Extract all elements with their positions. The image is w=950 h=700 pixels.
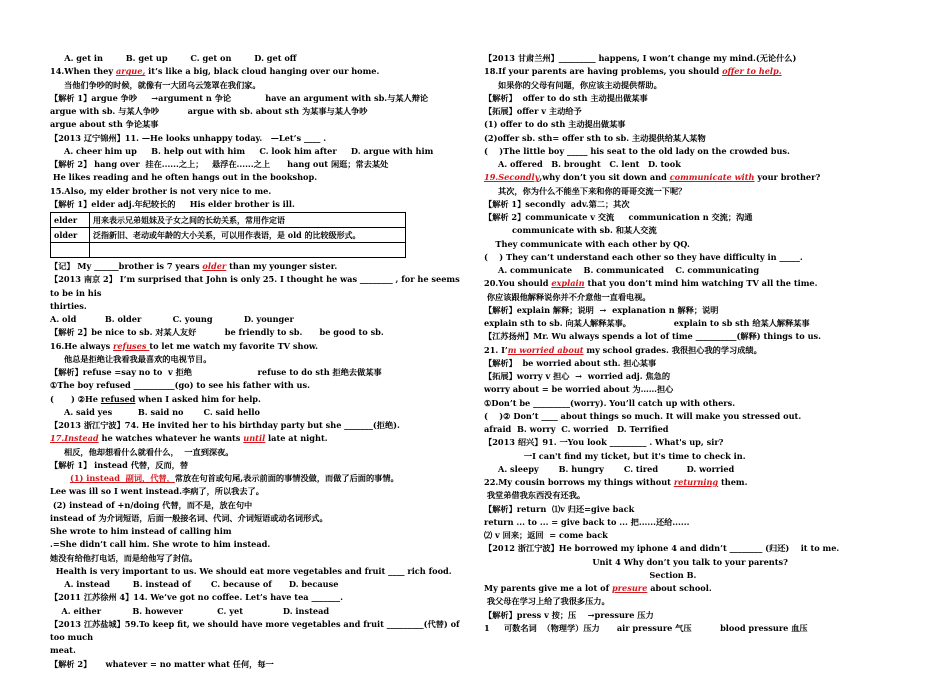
text-line: A. said yes B. said no C. said hello [64,406,260,417]
text-line: A. sleepy B. hungry C. tired D. worried [498,463,735,474]
text-line [50,432,468,445]
text-line [50,340,468,353]
text-line: A. cheer him up B. help out with him C. look him after D. argue with him [64,145,434,156]
text-line: 【2013 浙江宁波】74. He invited her to his birthday party but she _______(拒绝). [50,420,400,430]
text-span: than my younger sister. [226,261,338,271]
text-line [484,344,904,357]
text-line: 【解析】 be worried about sth. 担心某事 [484,357,657,368]
text-span: them. [718,477,748,487]
text-line: 【解析 1】 instead 代替，反而，替 [50,459,189,470]
text-line: 【2013 南京 2】 I’m surprised that John is only 25. I thought he was ________ , for he seems to be in his [50,274,460,298]
text-span: 20.You should [484,278,552,289]
table-cell [90,243,406,258]
text-line: Health is very important to us. We should eat more vegetables and fruit ____ rich food. [50,565,452,576]
text-line: 【解析 1】elder adj.年纪较长的 His elder brother is ill. [50,198,295,209]
elder-older-table [50,212,406,258]
text-span: ( ) ②He [50,393,101,404]
text-span: to let me watch my favorite TV show. [149,340,318,351]
text-span: your brother? [754,172,821,183]
text-line [50,393,468,406]
text-span: 16.He always [50,340,114,351]
text-line: 【2012 浙江宁波】He borrowed my iphone 4 and didn’t ________ (归还) it to me. [484,543,840,554]
table-cell: older [51,228,90,243]
text-line: 【拓展】worry v 担心 → worried adj. 焦急的 [484,371,671,381]
table-row [51,243,406,258]
text-line: 【解析 1】argue 争吵 →argument n 争论 have an argument with sb.与某人辩论 [50,92,429,103]
text-line: explain sth to sb. 向某人解释某事。 explain to sb sth 给某人解释某事 [484,318,810,328]
text-line: 相反，他却想看什么就看什么， 一直到深夜。 [64,446,234,457]
text-line: 1 可数名词 （物理学）压力 air pressure 气压 blood pressure 血压 [484,622,808,633]
text-line: ( )The little boy _____ his seat to the old lady on the crowded bus. [484,145,790,156]
text-line: Section B. [484,569,697,580]
text-line: Unit 4 Why don’t you talk to your parents? [484,556,788,567]
text-line: A. offered B. brought C. lent D. took [498,159,681,169]
text-span: when I asked him for help. [135,393,261,404]
text-line: instead of 为介词短语，后面一般接名词、代词、介词短语或动名词形式。 [50,512,328,523]
text-line: 【2011 江苏徐州 4】14. We’ve got no coffee. Let’s have tea _______. [50,592,343,603]
text-span: 14.When they [50,66,116,77]
text-line: 【解析】 offer to do sth 主动提出做某事 [484,92,648,103]
text-line: return ... to ... = give back to ... 把......还给...... [484,516,690,527]
text-line: 一I can't find my ticket, but it's time to check in. [484,450,746,461]
text-line: ( ) They can’t understand each other so they have difficulty in _____. [484,251,803,262]
text-line [484,171,904,184]
left-column [50,52,468,671]
text-line: 【解析 2】be nice to sb. 对某人友好 be friendly to sb. be good to sb. [50,327,384,338]
text-line: 她没有给他打电话，而是给他写了封信。 [50,552,198,563]
highlighted-phrase: 17.Instead [50,433,99,444]
text-span: he watches whatever he wants [98,433,244,444]
highlighted-phrase: older [202,261,227,271]
text-span: 18.If your parents are having problems, you should [484,66,723,77]
text-line: 【解析 1】secondly adv.第二；其次 [484,198,630,209]
text-line [50,472,468,485]
text-span: 21. I’ [484,344,508,355]
text-line: 【解析】return ⑴v 归还=give back [484,503,635,514]
text-line: A. old B. older C. young D. younger [50,314,294,324]
text-line: ⑵ v 回来；返回 = come back [484,530,608,540]
text-line: 【解析 2】 whatever = no matter what 任何，每一 [50,658,274,669]
highlighted-phrase: m worried about [507,344,584,355]
text-line: 【拓展】offer v 主动给予 [484,106,582,116]
highlighted-phrase: (1) instead 副词，代替， [69,473,175,483]
text-line: 如果你的父母有问题，你应该主动提供帮助。 [498,79,662,90]
text-span: 常放在句首或句尾,表示前面的事情没做，而做了后面的事情。 [174,473,399,483]
text-line: argue with sb. 与某人争吵 argue with sb. about sth 为某事与某人争吵 [50,106,368,116]
text-span: it’s like a big, black cloud hanging over our home. [145,66,380,77]
text-line [50,65,468,78]
text-span: My parents give me a lot of [484,583,612,593]
text-line: 我堂弟借我东西没有还我。 [484,490,586,501]
text-line: 【2013 甘肃兰州】_________ happens, I won’t change my mind.(无论什么) [484,53,797,63]
text-line: afraid B. worry C. worried D. Terrified [484,424,669,434]
text-line: A. communicate B. communicated C. communicating [498,265,760,275]
text-line: argue about sth 争论某事 [50,119,159,130]
text-line: 【解析 2】communicate v 交流 communication n 交流；沟通 [484,212,753,222]
text-line: She wrote to him instead of calling him [50,526,232,536]
text-span: ,why don’t you sit down and [539,172,670,183]
highlighted-phrase: explain [551,278,585,289]
highlighted-phrase: refuses [113,340,150,351]
highlighted-phrase: communicate with [669,172,755,183]
text-line: .=She didn’t call him. She wrote to him instead. [50,539,271,550]
text-line: 15.Also, my elder brother is not very nice to me. [50,185,272,196]
text-line: ( )② Don’t ____ about things so much. It will make you stressed out. [484,410,802,421]
text-line: meat. [50,645,76,656]
text-line: A. get in B. get up C. get on D. get off [50,53,297,63]
table-row [51,228,406,243]
text-line: (1) offer to do sth 主动提出做某事 [484,119,626,130]
text-line: 【2013 江苏盐城】59.To keep fit, we should have more vegetables and fruit _________(代替) of too much [50,618,460,642]
text-line: 【解析】press v 按；压 →pressure 压力 [484,609,654,620]
text-line: 【解析】explain 解释；说明 → explanation n 解释；说明 [484,304,719,315]
highlighted-phrase: presure [612,583,648,593]
right-column [484,52,904,635]
text-line: Lee was ill so I went instead.李病了，所以我去了。 [50,486,264,497]
text-line: 我父母在学习上给了我很多压力。 [484,596,610,607]
text-line: thirties. [50,300,87,311]
text-line: worry about = be worried about 为……担心 [484,384,674,395]
text-line: (2)offer sb. sth= offer sth to sb. 主动提供给某人某物 [484,132,706,143]
text-line: 【解析】refuse =say no to v 拒绝 refuse to do sth 拒绝去做某事 [50,367,382,377]
text-line [484,476,904,489]
text-span: late at night. [265,433,328,444]
table-cell [51,243,90,258]
highlighted-phrase: returning [673,477,719,487]
table-row [51,213,406,228]
text-line: 【2013 绍兴】91. 一You look _________ . What's up, sir? [484,437,724,448]
table-cell: elder [51,213,90,228]
text-span: about school. [647,583,712,593]
text-span: my school grades. 我很担心我的学习成绩。 [583,344,762,355]
text-span [50,473,70,483]
text-line: 当他们争吵的时候，就像有一大团乌云笼罩在我们家。 [64,79,261,90]
table-cell: 泛指新旧、老动或年龄的大小关系，可以用作表语，是 old 的比较级形式。 [90,228,406,243]
text-line [484,65,904,78]
text-line: 其次，你为什么不能坐下来和你的哥哥交流一下呢？ [498,185,687,196]
text-line: 【江苏扬州】Mr. Wu always spends a lot of time __________(解释) things to us. [484,331,821,342]
text-span: 【记】 My ______brother is 7 years [50,261,203,271]
text-line: 你应该跟他解释说你并不介意他一直看电视。 [484,291,651,302]
highlighted-phrase: argue, [115,66,146,77]
text-line: ①The boy refused __________(go) to see his father with us. [50,380,310,391]
table-cell: 用来表示兄弟姐妹及子女之间的长幼关系，常用作定语 [90,213,406,228]
text-line: communicate with sb. 和某人交流 [512,225,657,236]
text-line: They communicate with each other by QQ. [484,238,690,249]
text-line: (2) instead of +n/doing 代替，而不是，放在句中 [50,499,253,510]
highlighted-phrase: 19.Secondly [484,172,540,183]
highlighted-phrase: until [243,433,266,444]
text-line: 他总是拒绝让我看我最喜欢的电视节目。 [64,353,212,364]
text-line: ①Don’t be _________(worry). You’ll catch up with others. [484,397,736,408]
text-line: A. either B. however C. yet D. instead [50,605,330,616]
text-line [50,260,468,273]
text-span: 22.My cousin borrows my things without [484,477,674,487]
text-span: refused [100,393,136,404]
text-line: 【解析 2】 hang over 挂在......之上； 悬浮在......之上 hang out 闲逛；常去某处 [50,159,389,169]
text-line: 【2013 辽宁锦州】11. —He looks unhappy today. —Let’s ____ . [50,132,327,143]
text-line [484,277,904,290]
text-line: He likes reading and he often hangs out in the bookshop. [50,172,318,183]
text-line: A. instead B. instead of C. because of D. because [50,579,339,589]
text-span: that you don’t mind him watching TV all the time. [584,278,818,289]
text-line [484,582,904,595]
highlighted-phrase: offer to help. [722,66,782,77]
